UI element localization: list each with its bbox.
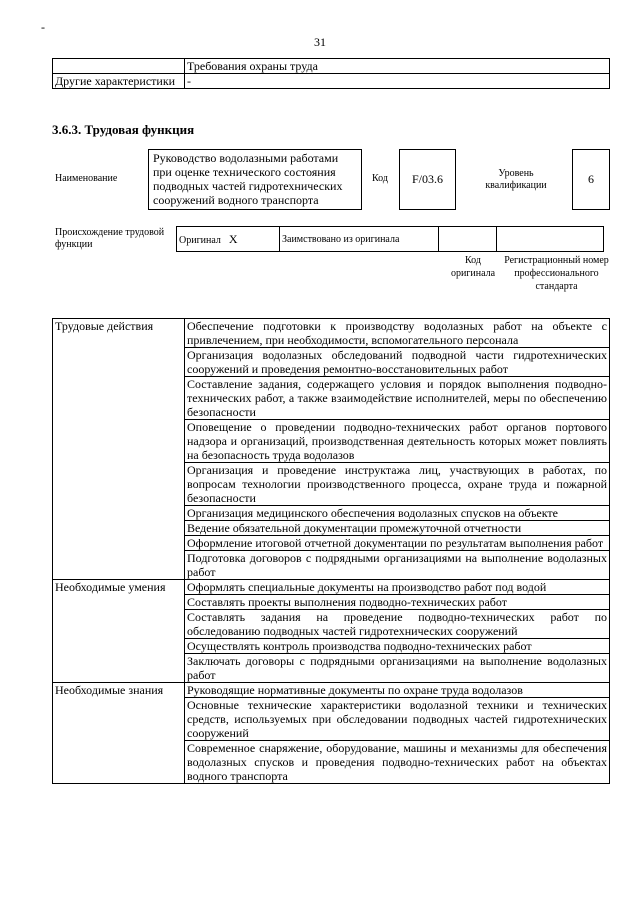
reg-number-caption: Регистрационный номер профессионального стандарта	[504, 255, 609, 292]
reg-number-cell	[497, 227, 604, 252]
row-value: Требования охраны труда	[185, 59, 610, 74]
code-original-caption: Код оригинала	[450, 255, 496, 279]
group-heading: Трудовые действия	[53, 319, 185, 580]
group-item: Организация медицинского обеспечения водолазных спусков на объекте	[185, 506, 610, 521]
table-row	[53, 580, 610, 595]
group-item: Современное снаряжение, оборудование, машины и механизмы для обеспечения водолазных спусков и проведения подводно-технических работ на объектах водного транспорта	[185, 741, 610, 784]
corner-mark: -	[41, 20, 45, 34]
group-item: Составлять задания на проведение подводно-технических работ по обследованию подводных частей гидротехнических сооружений	[185, 610, 610, 639]
origin-table	[176, 226, 604, 252]
table-row	[53, 74, 610, 89]
group-item: Оповещение о проведении подводно-технических работ органов портового надзора и организаций, производственная деятельность которых может повлиять на безопасность труда водолазов	[185, 420, 610, 463]
group-item: Составлять проекты выполнения подводно-технических работ	[185, 595, 610, 610]
group-item: Организация и проведение инструктажа лиц, участвующих в работах, по вопросам технологии производственного процесса, охране труда и пожарной безопасности	[185, 463, 610, 506]
code-label: Код	[372, 173, 388, 184]
original-label: Оригинал	[179, 234, 221, 246]
row-value: -	[185, 74, 610, 89]
group-item: Ведение обязательной документации промежуточной отчетности	[185, 521, 610, 536]
group-item: Обеспечение подготовки к производству водолазных работ на объекте с привлечением, при необходимости, вспомогательного персонала	[185, 319, 610, 348]
group-item: Составление задания, содержащего условия и порядок выполнения подводно-технических работ, а также взаимодействие исполнителей, меры по обеспечению безопасности	[185, 377, 610, 420]
original-mark: X	[228, 231, 238, 246]
section-title: 3.6.3. Трудовая функция	[52, 122, 195, 137]
row-label: Другие характеристики	[53, 74, 185, 89]
row-label	[53, 59, 185, 74]
name-label: Наименование	[55, 173, 118, 184]
group-heading: Необходимые умения	[53, 580, 185, 683]
details-body	[53, 319, 610, 784]
code-original-cell	[439, 227, 497, 252]
table-row	[53, 683, 610, 698]
group-item: Подготовка договоров с подрядными организациями на выполнение водолазных работ	[185, 551, 610, 580]
original-cell	[177, 227, 280, 252]
borrowed-cell: Заимствовано из оригинала	[280, 227, 439, 252]
level-box	[572, 149, 610, 210]
group-item: Оформление итоговой отчетной документации по результатам выполнения работ	[185, 536, 610, 551]
group-item: Организация водолазных обследований подводной части гидротехнических сооружений и проведения ремонтно-восстановительных работ	[185, 348, 610, 377]
group-item: Основные технические характеристики водолазной техники и технических средств, используемых при обследовании подводных частей гидротехнических сооружений	[185, 698, 610, 741]
code-box	[399, 149, 456, 210]
origin-label: Происхождение трудовой функции	[55, 227, 165, 250]
function-details-table	[52, 318, 610, 784]
group-item: Оформлять специальные документы на производство работ под водой	[185, 580, 610, 595]
level-value: 6	[588, 172, 594, 186]
page-number: 31	[314, 35, 326, 49]
table-row	[53, 59, 610, 74]
code-value: F/03.6	[411, 172, 443, 186]
group-item: Руководящие нормативные документы по охране труда водолазов	[185, 683, 610, 698]
group-item: Заключать договоры с подрядными организациями на выполнение водолазных работ	[185, 654, 610, 683]
table-row	[177, 227, 604, 252]
group-item: Осуществлять контроль производства подводно-технических работ	[185, 639, 610, 654]
top-continuation-table	[52, 58, 610, 89]
table-row	[53, 319, 610, 348]
function-name-box: Руководство водолазными работами при оценке технического состояния подводных частей гидротехнических сооружений водного транспорта	[148, 149, 362, 210]
level-label: Уровень квалификации	[485, 168, 547, 191]
group-heading: Необходимые знания	[53, 683, 185, 784]
